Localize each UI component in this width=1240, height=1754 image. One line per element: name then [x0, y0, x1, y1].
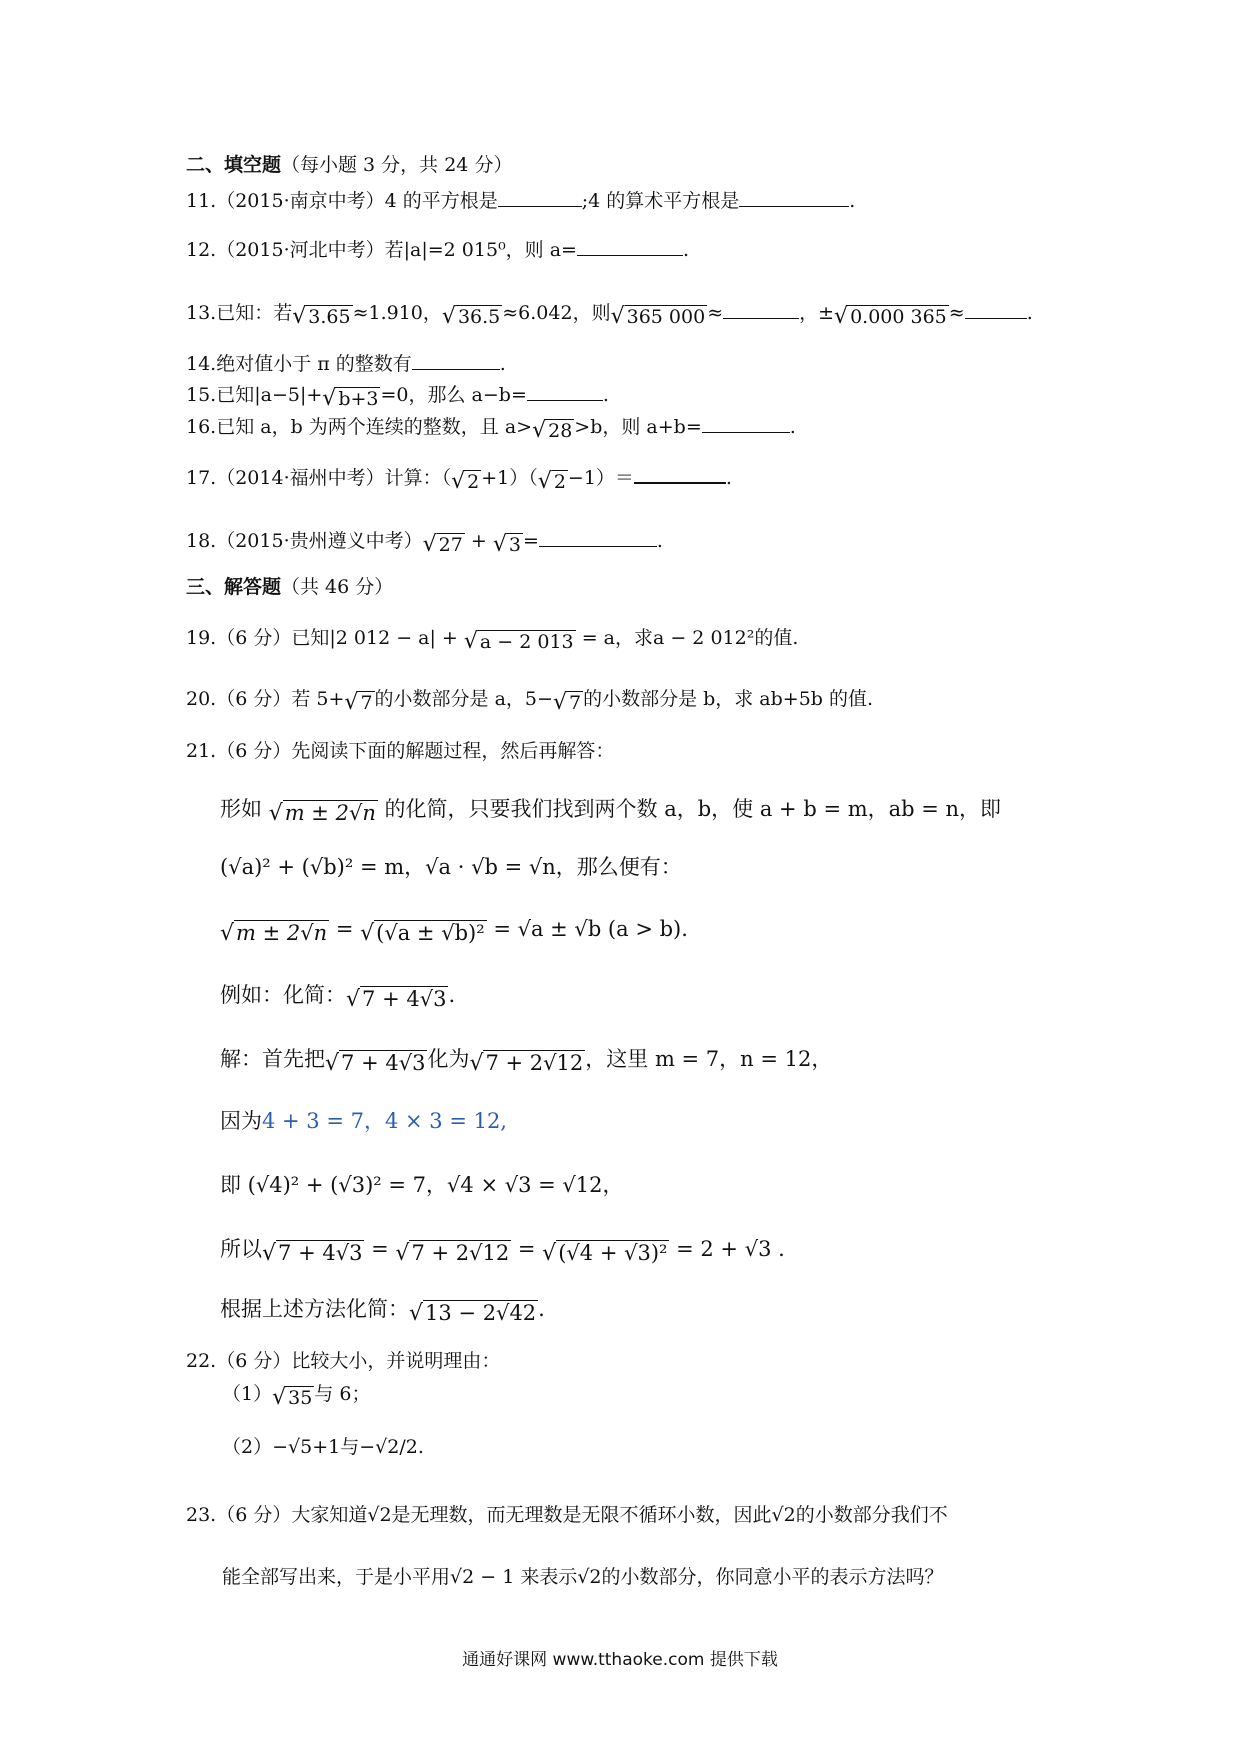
answer-blank[interactable] [539, 528, 657, 547]
question-12: 12.（2015·河北中考）若|a|=2 015⁰，则 a= . [186, 239, 690, 261]
q21-line-6: 因为4 + 3 = 7，4 × 3 = 12, [220, 1109, 507, 1133]
radical: √ a − 2 013 [463, 629, 574, 654]
radical: √m ± 2√n [268, 801, 376, 826]
question-23: 23.（6 分）大家知道√2是无理数，而无理数是无限不循环小数，因此√2的小数部分我们不 [186, 1504, 948, 1526]
answer-blank[interactable] [965, 300, 1027, 319]
radical: √ 2 [451, 469, 480, 494]
q23-line-2: 能全部写出来，于是小平用√2 − 1 来表示√2的小数部分，你同意小平的表示方法吗？ [222, 1566, 944, 1588]
question-13: 13.已知：若√ 3.65 ≈1.910，√ 36.5 ≈6.042，则√ 365 000 ≈ ，±√ 0.000 365 ≈ . [186, 302, 1033, 329]
q21-line-9: 根据上述方法化简：√13 − 2√42. [220, 1297, 545, 1326]
q21-line-8: 所以√7 + 4√3 = √7 + 2√12 = √(√4 + √3)² = 2 + √3 . [220, 1237, 785, 1266]
radical: √(√a ± √b)² [360, 921, 485, 946]
question-15: 15.已知|a−5|+√ b+3 =0，那么 a−b= . [186, 384, 609, 411]
question-11: 11.（2015·南京中考）4 的平方根是 ;4 的算术平方根是 . [186, 190, 856, 212]
radical: √ 35 [272, 1385, 313, 1410]
radical: √7 + 2√12 [395, 1241, 510, 1266]
q21-line-4: 例如：化简：√7 + 4√3. [220, 983, 456, 1012]
answer-blank[interactable] [412, 351, 500, 370]
question-14: 14.绝对值小于 π 的整数有 . [186, 353, 506, 375]
radical: √ 365 000 [610, 304, 706, 329]
answer-blank[interactable] [739, 188, 849, 207]
question-21: 21.（6 分）先阅读下面的解题过程，然后再解答： [186, 740, 615, 762]
radical: √7 + 2√12 [469, 1051, 584, 1076]
q21-line-2: (√a)² + (√b)² = m，√a · √b = √n，那么便有： [220, 855, 682, 879]
question-19: 19.（6 分）已知|2 012 − a| + √ a − 2 013 = a，求a − 2 012²的值. [186, 627, 799, 654]
radical: √13 − 2√42 [409, 1301, 537, 1326]
answer-blank[interactable] [702, 414, 790, 433]
answer-blank[interactable] [577, 237, 683, 256]
question-18: 18.（2015·贵州遵义中考）√ 27 + √ 3 = . [186, 530, 663, 557]
q21-line-5: 解：首先把√7 + 4√3化为√7 + 2√12，这里 m = 7，n = 12， [220, 1047, 833, 1076]
question-22: 22.（6 分）比较大小，并说明理由： [186, 1350, 501, 1372]
radical: √ 3.65 [292, 304, 351, 329]
question-17: 17.（2014·福州中考）计算：（√ 2 +1）（√ 2 −1）＝ . [186, 464, 732, 496]
radical: √ 28 [532, 418, 573, 443]
q21-line-7: 即 (√4)² + (√3)² = 7，√4 × √3 = √12， [220, 1173, 624, 1197]
answer-blank[interactable] [527, 382, 603, 401]
q21-line-3: √m ± 2√n = √(√a ± √b)² = √a ± √b (a > b). [220, 917, 688, 946]
radical: √7 + 4√3 [325, 1051, 426, 1076]
radical: √ 3 [492, 532, 521, 557]
answer-blank[interactable] [634, 464, 726, 484]
question-20: 20.（6 分）若 5+√ 7 的小数部分是 a，5−√ 7 的小数部分是 b，求 ab+5b 的值. [186, 688, 874, 715]
page-footer: 通通好课网 www.tthaoke.com 提供下载 [462, 1650, 778, 1670]
question-16: 16.已知 a，b 为两个连续的整数，且 a>√ 28 >b，则 a+b= . [186, 416, 796, 443]
radical: √ 2 [537, 469, 566, 494]
radical: √m ± 2√n [220, 921, 328, 946]
q22-part-2: （2）−√5+1与−√2/2. [222, 1436, 424, 1458]
radical: √7 + 4√3 [262, 1241, 363, 1266]
radical: √7 + 4√3 [346, 987, 447, 1012]
radical: √ b+3 [322, 386, 379, 411]
radical: √ 36.5 [441, 304, 501, 329]
radical: √ 0.000 365 [834, 304, 947, 329]
q21-line-1: 形如 √m ± 2√n 的化简，只要我们找到两个数 a，b，使 a + b = m，ab = n，即 [220, 797, 1002, 826]
answer-blank[interactable] [498, 188, 582, 207]
radical: √ 7 [344, 690, 373, 715]
answer-blank[interactable] [723, 300, 799, 319]
radical: √ 7 [552, 690, 582, 715]
section-3-heading: 三、解答题（共 46 分） [186, 576, 394, 598]
radical: √ 27 [422, 532, 463, 557]
radical: √(√4 + √3)² [542, 1241, 668, 1266]
q22-part-1: （1）√ 35 与 6； [222, 1383, 371, 1410]
section-2-heading: 二、填空题（每小题 3 分，共 24 分） [186, 154, 513, 176]
